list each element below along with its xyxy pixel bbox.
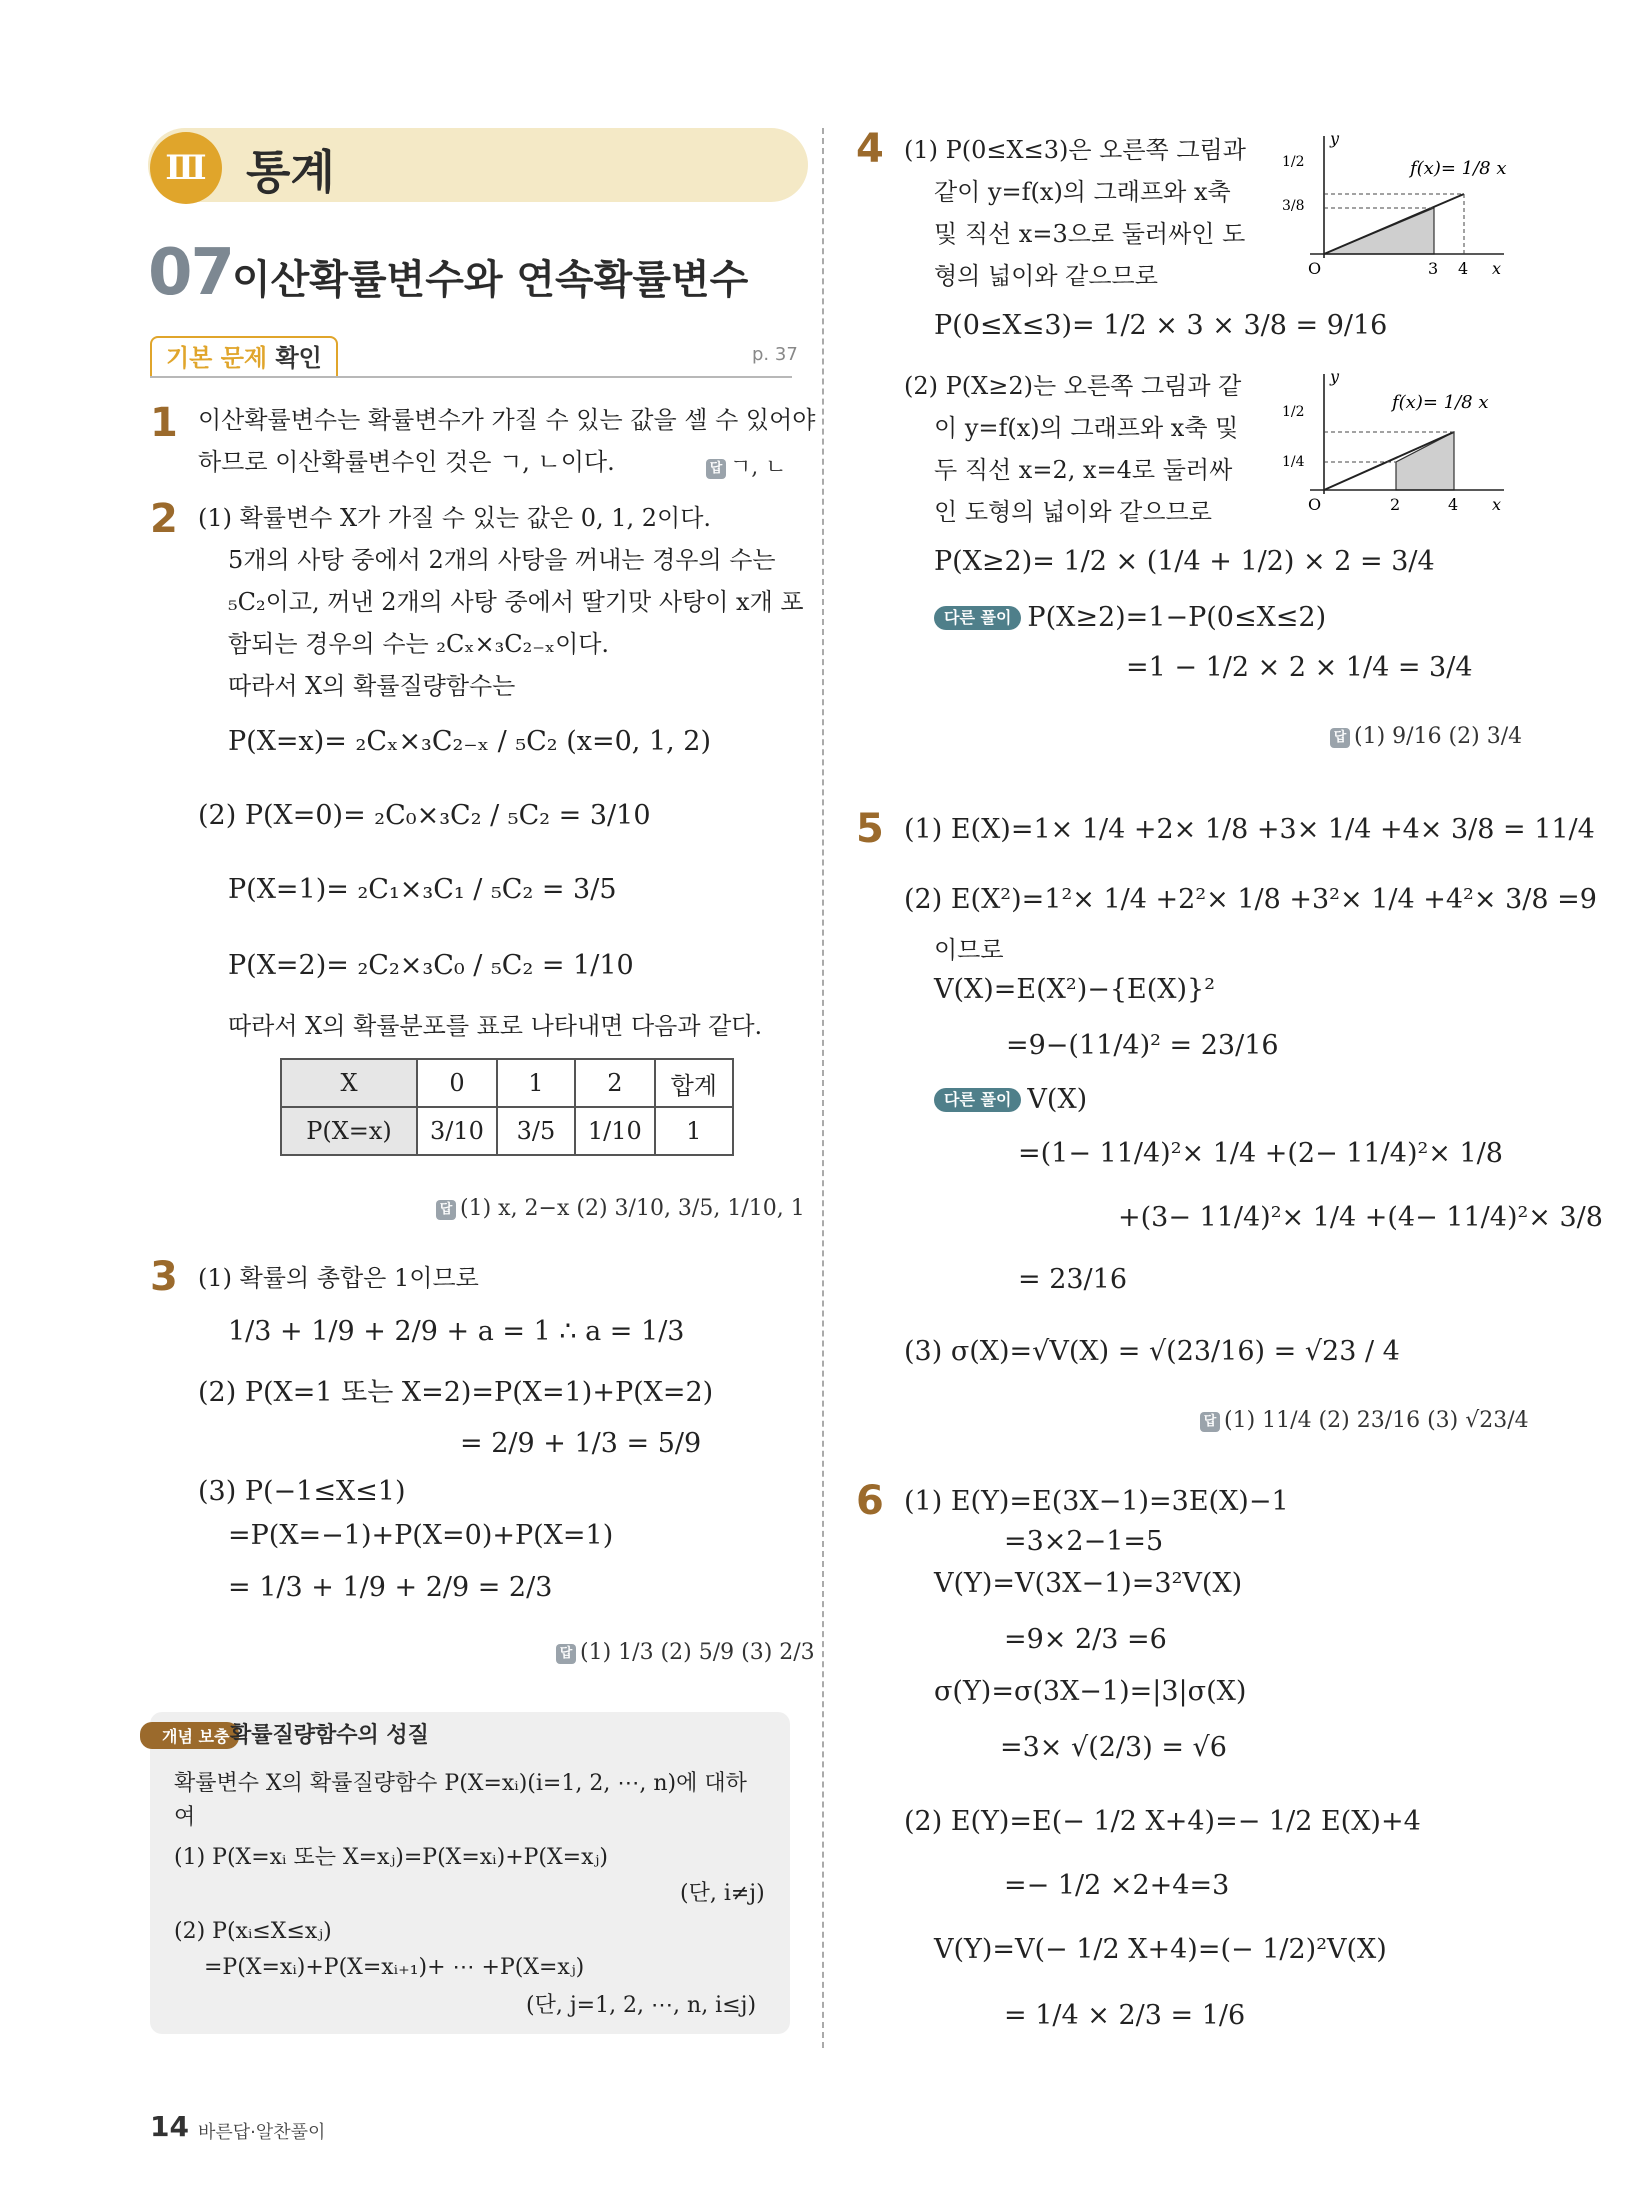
p3-line6: =P(X=−1)+P(X=0)+P(X=1)	[228, 1520, 614, 1551]
concept-line3: (1) P(X=xᵢ 또는 X=xⱼ)=P(X=xᵢ)+P(X=xⱼ)	[174, 1845, 608, 1870]
graph-2-ytick: 1/4	[1282, 454, 1305, 470]
p2-answer-text: (1) x, 2−x (2) 3/10, 3/5, 1/10, 1	[460, 1196, 805, 1221]
p6-line10: = 1/4 × 2/3 = 1/6	[1004, 2000, 1246, 2031]
p3-line1: (1) 확률의 총합은 1이므로	[198, 1264, 479, 1292]
part-numeral: Ⅲ	[150, 132, 222, 204]
p3-line4: = 2/9 + 1/3 = 5/9	[460, 1428, 702, 1459]
p2-p1: P(X=1)= ₂C₁×₃C₁ / ₅C₂ = 3/5	[228, 874, 617, 905]
p4-line8: 두 직선 x=2, x=4로 둘러싸	[934, 456, 1233, 484]
concept-line5: (2) P(xᵢ≤X≤xⱼ)	[174, 1919, 332, 1944]
graph-1-xtick: 3	[1428, 259, 1439, 278]
answer-icon: 답	[556, 1644, 576, 1664]
p1-answer	[706, 450, 787, 481]
p6-line2: =3×2−1=5	[1004, 1526, 1164, 1557]
table-cell: 0	[417, 1059, 497, 1107]
footer-label: 바른답·알찬풀이	[198, 2122, 326, 2143]
p6-line6: =3× √(2/3) = √6	[1000, 1732, 1227, 1763]
p5-line10: (3) σ(X)=√V(X) = √(23/16) = √23 / 4	[904, 1336, 1400, 1367]
table-row	[281, 1107, 733, 1155]
p4-line7: 이 y=f(x)의 그래프와 x축 및	[934, 414, 1239, 442]
p5-alt	[934, 1084, 1087, 1115]
table-cell: 3/5	[497, 1107, 575, 1155]
p5-line8: +(3− 11/4)²× 1/4 +(4− 11/4)²× 3/8	[1118, 1202, 1603, 1233]
graph-1-ytick: 3/8	[1282, 198, 1305, 214]
p2-line6: 따라서 X의 확률분포를 표로 나타내면 다음과 같다.	[228, 1012, 763, 1040]
graph-2-ytick: 1/2	[1282, 404, 1305, 420]
section-label	[150, 336, 338, 378]
concept-line4: (단, i≠j)	[680, 1881, 765, 1906]
p4-answer-text: (1) 9/16 (2) 3/4	[1354, 724, 1523, 749]
answer-icon: 답	[706, 459, 726, 479]
p5-line3: 이므로	[934, 936, 1004, 964]
p2-line1: (1) 확률변수 X가 가질 수 있는 값은 0, 1, 2이다.	[198, 504, 712, 532]
p4-alt	[934, 602, 1326, 633]
p3-line3: (2) P(X=1 또는 X=2)=P(X=1)+P(X=2)	[198, 1377, 714, 1408]
p4-line3: 및 직선 x=3으로 둘러싸인 도	[934, 220, 1246, 248]
p5-answer	[1200, 1408, 1529, 1433]
alt-solution-tag: 다른 풀이	[934, 1088, 1021, 1112]
p4-line12: =1 − 1/2 × 2 × 1/4 = 3/4	[1126, 652, 1473, 683]
probability-table	[280, 1058, 734, 1156]
p2-line3: ₅C₂이고, 꺼낸 2개의 사탕 중에서 딸기맛 사탕이 x개 포	[228, 588, 804, 616]
table-cell: X	[281, 1059, 417, 1107]
p6-line8: =− 1/2 ×2+4=3	[1004, 1870, 1230, 1901]
section-rule	[150, 376, 792, 378]
p4-line4: 형의 넓이와 같으므로	[934, 262, 1158, 290]
p3-answer-text: (1) 1/3 (2) 5/9 (3) 2/3	[580, 1640, 815, 1665]
graph-1-ytick: 1/2	[1282, 154, 1305, 170]
p2-answer	[436, 1196, 805, 1221]
section-label-a: 기본 문제	[166, 344, 268, 372]
p6-line3: V(Y)=V(3X−1)=3²V(X)	[934, 1568, 1243, 1599]
alt-solution-tag: 다른 풀이	[934, 606, 1021, 630]
shaded-region	[1396, 432, 1454, 490]
p6-line9: V(Y)=V(− 1/2 X+4)=(− 1/2)²V(X)	[934, 1934, 1387, 1965]
graph-2-yaxis-label: y	[1330, 367, 1340, 386]
graph-1-yaxis-label: y	[1330, 129, 1340, 148]
p4-line1: (1) P(0≤X≤3)은 오른쪽 그림과	[904, 136, 1246, 164]
p4-line2: 같이 y=f(x)의 그래프와 x축	[934, 178, 1231, 206]
p2-pmf: P(X=x)= ₂Cₓ×₃C₂₋ₓ / ₅C₂ (x=0, 1, 2)	[228, 726, 711, 757]
p5-line7: =(1− 11/4)²× 1/4 +(2− 11/4)²× 1/8	[1018, 1138, 1503, 1169]
concept-line7: (단, j=1, 2, ⋯, n, i≤j)	[526, 1993, 757, 2018]
answer-icon: 답	[436, 1200, 456, 1220]
problem-2-number: 2	[150, 496, 178, 542]
section-page: p. 37	[752, 344, 798, 365]
p3-answer	[556, 1640, 815, 1665]
answer-icon: 답	[1330, 728, 1350, 748]
p6-line7: (2) E(Y)=E(− 1/2 X+4)=− 1/2 E(X)+4	[904, 1806, 1421, 1837]
table-cell: 1	[655, 1107, 733, 1155]
page-number: 14	[150, 2110, 189, 2143]
table-cell: 1	[497, 1059, 575, 1107]
chapter-title: 이산확률변수와 연속확률변수	[232, 257, 749, 303]
p1-answer-text: ㄱ, ㄴ	[730, 455, 787, 480]
graph-1-xtick: O	[1308, 259, 1322, 278]
p3-line5: (3) P(−1≤X≤1)	[198, 1476, 406, 1507]
graph-2-xaxis-label: x	[1492, 495, 1502, 514]
p5-line1: (1) E(X)=1× 1/4 +2× 1/8 +3× 1/4 +4× 3/8 = 11/4	[904, 814, 1595, 845]
p6-line1: (1) E(Y)=E(3X−1)=3E(X)−1	[904, 1486, 1289, 1517]
p4-line5: P(0≤X≤3)= 1/2 × 3 × 3/8 = 9/16	[934, 310, 1388, 341]
concept-line1: 확률변수 X의 확률질량함수 P(X=xᵢ)(i=1, 2, ⋯, n)에 대하	[174, 1771, 747, 1796]
section-label-b: 확인	[275, 344, 322, 372]
table-cell: 2	[575, 1059, 655, 1107]
table-cell: 3/10	[417, 1107, 497, 1155]
answer-icon: 답	[1200, 1412, 1220, 1432]
problem-6-number: 6	[856, 1478, 884, 1524]
concept-tag: 개념 보충	[140, 1722, 239, 1749]
p2-line5: 따라서 X의 확률질량함수는	[228, 672, 516, 700]
p4-answer	[1330, 724, 1522, 749]
p6-line5: σ(Y)=σ(3X−1)=|3|σ(X)	[934, 1676, 1247, 1707]
problem-3-number: 3	[150, 1254, 178, 1300]
p4-line11: P(X≥2)=1−P(0≤X≤2)	[1027, 602, 1327, 633]
graph-1-xtick: 4	[1458, 259, 1469, 278]
graph-2-xtick: 4	[1448, 495, 1459, 514]
graph-2-xtick: O	[1308, 495, 1322, 514]
p4-line6: (2) P(X≥2)는 오른쪽 그림과 같	[904, 372, 1242, 400]
p2-line4: 함되는 경우의 수는 ₂Cₓ×₃C₂₋ₓ이다.	[228, 630, 610, 658]
p1-line2: 하므로 이산확률변수인 것은 ㄱ, ㄴ이다.	[198, 448, 615, 476]
p5-answer-text: (1) 11/4 (2) 23/16 (3) √23/4	[1224, 1408, 1529, 1433]
table-cell: 합계	[655, 1059, 733, 1107]
column-divider	[822, 128, 824, 2048]
p2-p0: (2) P(X=0)= ₂C₀×₃C₂ / ₅C₂ = 3/10	[198, 800, 651, 831]
concept-line6: =P(X=xᵢ)+P(X=xᵢ₊₁)+ ⋯ +P(X=xⱼ)	[204, 1955, 585, 1980]
p4-line9: 인 도형의 넓이와 같으므로	[934, 498, 1212, 526]
graph-2-func: f(x)= 1/8 x	[1392, 392, 1489, 413]
table-cell: P(X=x)	[281, 1107, 417, 1155]
problem-1-number: 1	[150, 400, 178, 446]
p6-line4: =9× 2/3 =6	[1004, 1624, 1167, 1655]
table-cell: 1/10	[575, 1107, 655, 1155]
concept-title: 확률질량함수의 성질	[230, 1723, 429, 1748]
problem-4-number: 4	[856, 126, 884, 172]
p2-p2: P(X=2)= ₂C₂×₃C₀ / ₅C₂ = 1/10	[228, 950, 634, 981]
p4-line10: P(X≥2)= 1/2 × (1/4 + 1/2) × 2 = 3/4	[934, 546, 1435, 577]
p5-line2: (2) E(X²)=1²× 1/4 +2²× 1/8 +3²× 1/4 +4²× 3/8 =9	[904, 884, 1597, 915]
graph-2-xtick: 2	[1390, 495, 1401, 514]
part-title: 통계	[246, 145, 335, 199]
graph-1-xaxis-label: x	[1492, 259, 1502, 278]
p2-line2: 5개의 사탕 중에서 2개의 사탕을 꺼내는 경우의 수는	[228, 546, 776, 574]
concept-line2: 여	[174, 1805, 196, 1830]
p5-line4: V(X)=E(X²)−{E(X)}²	[934, 974, 1216, 1005]
table-header-row	[281, 1059, 733, 1107]
chapter-number: 07	[148, 236, 234, 310]
p5-line5: =9−(11/4)² = 23/16	[1006, 1030, 1279, 1061]
p1-line1: 이산확률변수는 확률변수가 가질 수 있는 값을 셀 수 있어야	[198, 406, 816, 434]
p3-line7: = 1/3 + 1/9 + 2/9 = 2/3	[228, 1572, 553, 1603]
p5-line6: V(X)	[1027, 1084, 1088, 1115]
p3-line2: 1/3 + 1/9 + 2/9 + a = 1 ∴ a = 1/3	[228, 1316, 685, 1347]
graph-1	[1280, 128, 1510, 288]
p5-line9: = 23/16	[1018, 1264, 1128, 1295]
graph-1-func: f(x)= 1/8 x	[1410, 158, 1507, 179]
graph-2	[1280, 366, 1510, 516]
problem-5-number: 5	[856, 806, 884, 852]
